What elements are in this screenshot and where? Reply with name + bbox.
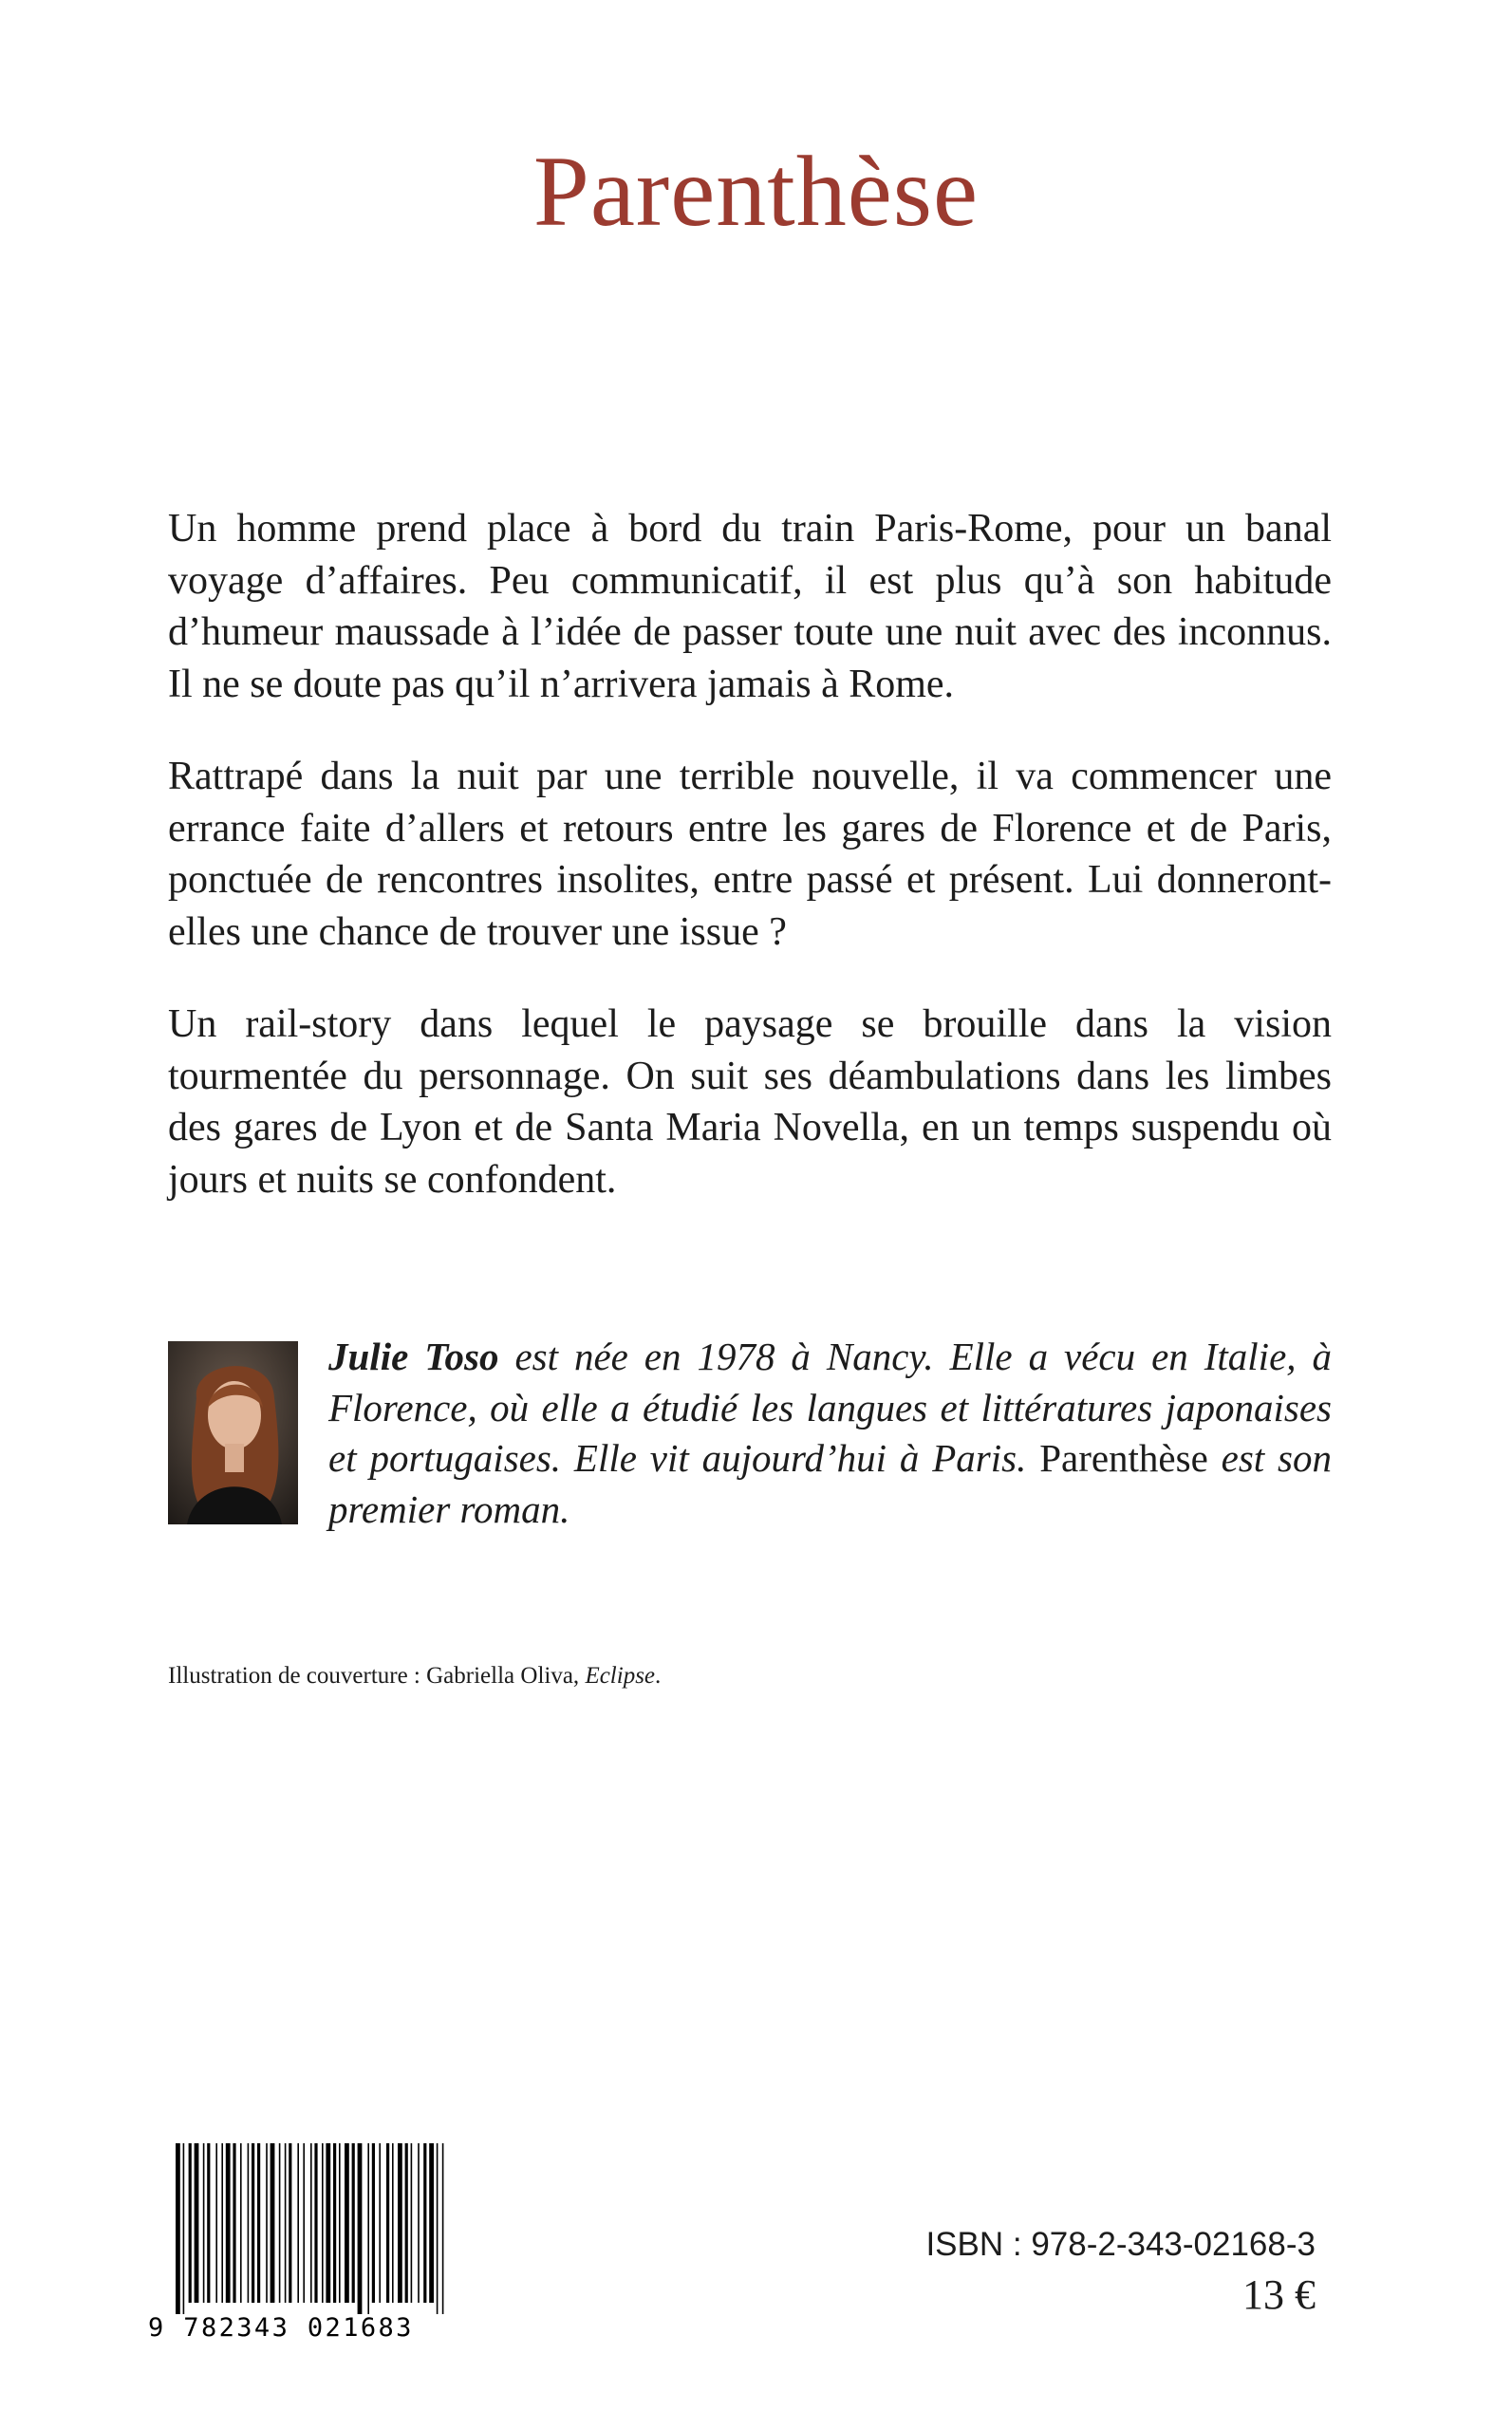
barcode-bar	[215, 2143, 217, 2303]
barcode-bar	[289, 2143, 291, 2303]
barcode-digits: 9 782343 021683	[148, 2313, 414, 2343]
barcode-bar	[379, 2143, 381, 2303]
barcode-bar	[345, 2143, 349, 2303]
book-title: Parenthèse	[532, 136, 980, 247]
barcode-bar	[326, 2143, 330, 2303]
author-photo	[168, 1341, 298, 1524]
author-bio-text: est née en 1978 à Nancy. Elle a vécu en Italie, à Florence, où elle a étudié les langues et littératures japonaises et portugaises. Elle vit aujourd’hui à Paris.	[328, 1335, 1332, 1480]
credit-end: .	[655, 1663, 662, 1689]
barcode-bar	[279, 2143, 281, 2303]
barcode-bar	[437, 2143, 439, 2314]
author-name: Julie Toso	[328, 1335, 499, 1378]
author-bio-text-end: est son premier roman.	[328, 1436, 1333, 1531]
isbn: ISBN : 978-2-343-02168-3	[925, 2226, 1316, 2263]
credit-label: Illustration de couverture : Gabriella Oliva,	[168, 1663, 586, 1689]
barcode-bar	[310, 2143, 312, 2303]
barcode-bar	[266, 2143, 268, 2303]
barcode-bar	[271, 2143, 275, 2303]
author-bio	[328, 1332, 1332, 1535]
barcode-bar	[203, 2143, 205, 2303]
barcode-bar	[183, 2143, 185, 2314]
barcode-bar	[386, 2143, 389, 2303]
barcode-bar	[257, 2143, 260, 2303]
barcode-bar	[352, 2143, 355, 2303]
barcode-bar	[367, 2143, 369, 2314]
book-title-mention: Parenthèse	[1039, 1436, 1208, 1480]
cover-illustration-credit	[168, 1661, 661, 1691]
barcode-bar	[418, 2143, 420, 2303]
barcode-bar	[411, 2143, 413, 2303]
barcode-bar	[333, 2143, 336, 2303]
barcode-bar	[252, 2143, 254, 2303]
barcode-bar	[233, 2143, 235, 2303]
barcode-bar	[207, 2143, 210, 2303]
blurb-paragraph: Rattrapé dans la nuit par une terrible nouvelle, il va commencer une errance faite d’allers et retours entre les gares de Florence et de Paris, ponctuée de rencontres insolites, entre passé et présent. Lui donneront-elles une chance de trouver une issue ?	[168, 755, 1332, 954]
barcode-bar	[195, 2143, 199, 2303]
barcode-bar	[297, 2143, 299, 2303]
credit-work: Eclipse	[585, 1663, 656, 1689]
barcode-bar	[240, 2143, 242, 2303]
blurb-paragraph: Un rail-story dans lequel le paysage se brouille dans la vision tourmentée du personnage. On suit ses déambulations dans les limbes des gares de Lyon et de Santa Maria Novella, en un temps suspendu où jours et nuits se confondent.	[168, 1002, 1332, 1202]
barcode-bar	[429, 2143, 434, 2303]
barcode-bar	[372, 2143, 375, 2303]
barcode-bar	[322, 2143, 324, 2303]
barcode-bar	[339, 2143, 341, 2303]
barcode-bar	[442, 2143, 444, 2314]
barcode-bar	[398, 2143, 402, 2303]
author-portrait-image	[168, 1341, 298, 1524]
barcode-bar	[221, 2143, 223, 2303]
barcode-bar	[248, 2143, 250, 2303]
blurb-paragraph: Un homme prend place à bord du train Paris-Rome, pour un banal voyage d’affaires. Peu communicatif, il est plus qu’à son habitude d’humeur maussade à l’idée de passer toute une nuit avec des inconnus. Il ne se doute pas qu’il n’arrivera jamais à Rome.	[168, 507, 1332, 706]
barcode-bar	[358, 2143, 363, 2314]
barcode-bar	[285, 2143, 287, 2303]
barcode-bar	[189, 2143, 192, 2303]
barcode-bar	[392, 2143, 394, 2303]
barcode-bar	[226, 2143, 231, 2303]
barcode-bar	[405, 2143, 408, 2303]
barcode-bar	[314, 2143, 317, 2303]
barcode-bar	[423, 2143, 426, 2303]
barcode-bar	[176, 2143, 180, 2314]
price: 13 €	[1242, 2271, 1316, 2318]
barcode-bar	[303, 2143, 305, 2303]
barcode	[174, 2143, 449, 2314]
back-cover-blurb	[168, 503, 1332, 1246]
